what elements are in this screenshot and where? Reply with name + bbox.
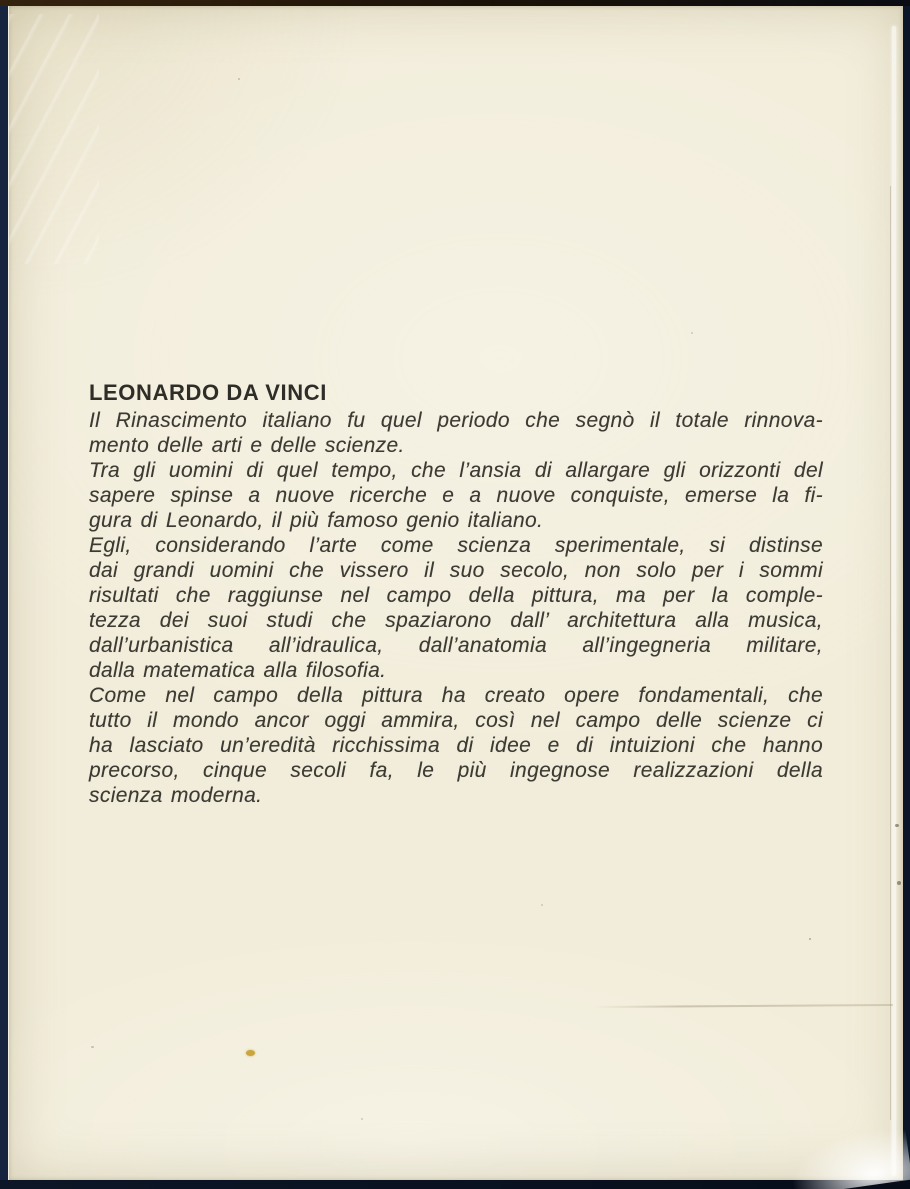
text-line: Egli, considerando l’arte come scienza sperimentale, si distinse bbox=[89, 534, 823, 557]
text-line: dalla matematica alla filosofia. bbox=[89, 659, 387, 682]
scan-edge-bottom bbox=[0, 1180, 910, 1189]
text-line: mento delle arti e delle scienze. bbox=[89, 434, 405, 457]
document-heading: LEONARDO DA VINCI bbox=[89, 380, 327, 405]
text-line: Come nel campo della pittura ha creato opere fondamentali, che bbox=[89, 684, 823, 707]
paper-speck bbox=[361, 1118, 363, 1120]
text-line: tezza dei suoi studi che spaziarono dall’ architettura alla musica, bbox=[89, 609, 823, 632]
text-line: scienza moderna. bbox=[89, 784, 263, 807]
paper-speck bbox=[91, 1046, 94, 1048]
text-line: dai grandi uomini che vissero il suo secolo, non solo per i sommi bbox=[89, 559, 823, 582]
worn-corner bbox=[786, 1125, 910, 1189]
corner-crease-streaks bbox=[9, 14, 99, 264]
paper-speck bbox=[895, 824, 899, 827]
paper-speck bbox=[897, 881, 901, 885]
vertical-crease-line bbox=[890, 186, 891, 1120]
text-line: dall’urbanistica all’idraulica, dall’anatomia all’ingegneria militare, bbox=[89, 634, 823, 657]
paper-speck bbox=[541, 904, 543, 906]
text-block bbox=[89, 380, 823, 808]
text-line: sapere spinse a nuove ricerche e a nuove conquiste, emerse la fi- bbox=[89, 484, 823, 507]
scanned-page bbox=[8, 6, 903, 1180]
text-line: gura di Leonardo, il più famoso genio italiano. bbox=[89, 509, 544, 532]
yellow-stain bbox=[246, 1050, 255, 1056]
horizontal-crease-line bbox=[593, 1004, 893, 1008]
paper-speck bbox=[691, 332, 693, 334]
text-line: tutto il mondo ancor oggi ammira, così nel campo delle scienze ci bbox=[89, 709, 823, 732]
text-line: risultati che raggiunse nel campo della pittura, ma per la comple- bbox=[89, 584, 823, 607]
paper-speck bbox=[809, 938, 811, 940]
text-line: ha lasciato un’eredità ricchissima di idee e di intuizioni che hanno bbox=[89, 734, 823, 757]
paper-speck bbox=[238, 78, 240, 80]
text-line: precorso, cinque secoli fa, le più ingegnose realizzazioni della bbox=[89, 759, 823, 782]
text-line: Tra gli uomini di quel tempo, che l’ansia di allargare gli orizzonti del bbox=[89, 459, 823, 482]
text-line: Il Rinascimento italiano fu quel periodo che segnò il totale rinnova- bbox=[89, 409, 823, 432]
